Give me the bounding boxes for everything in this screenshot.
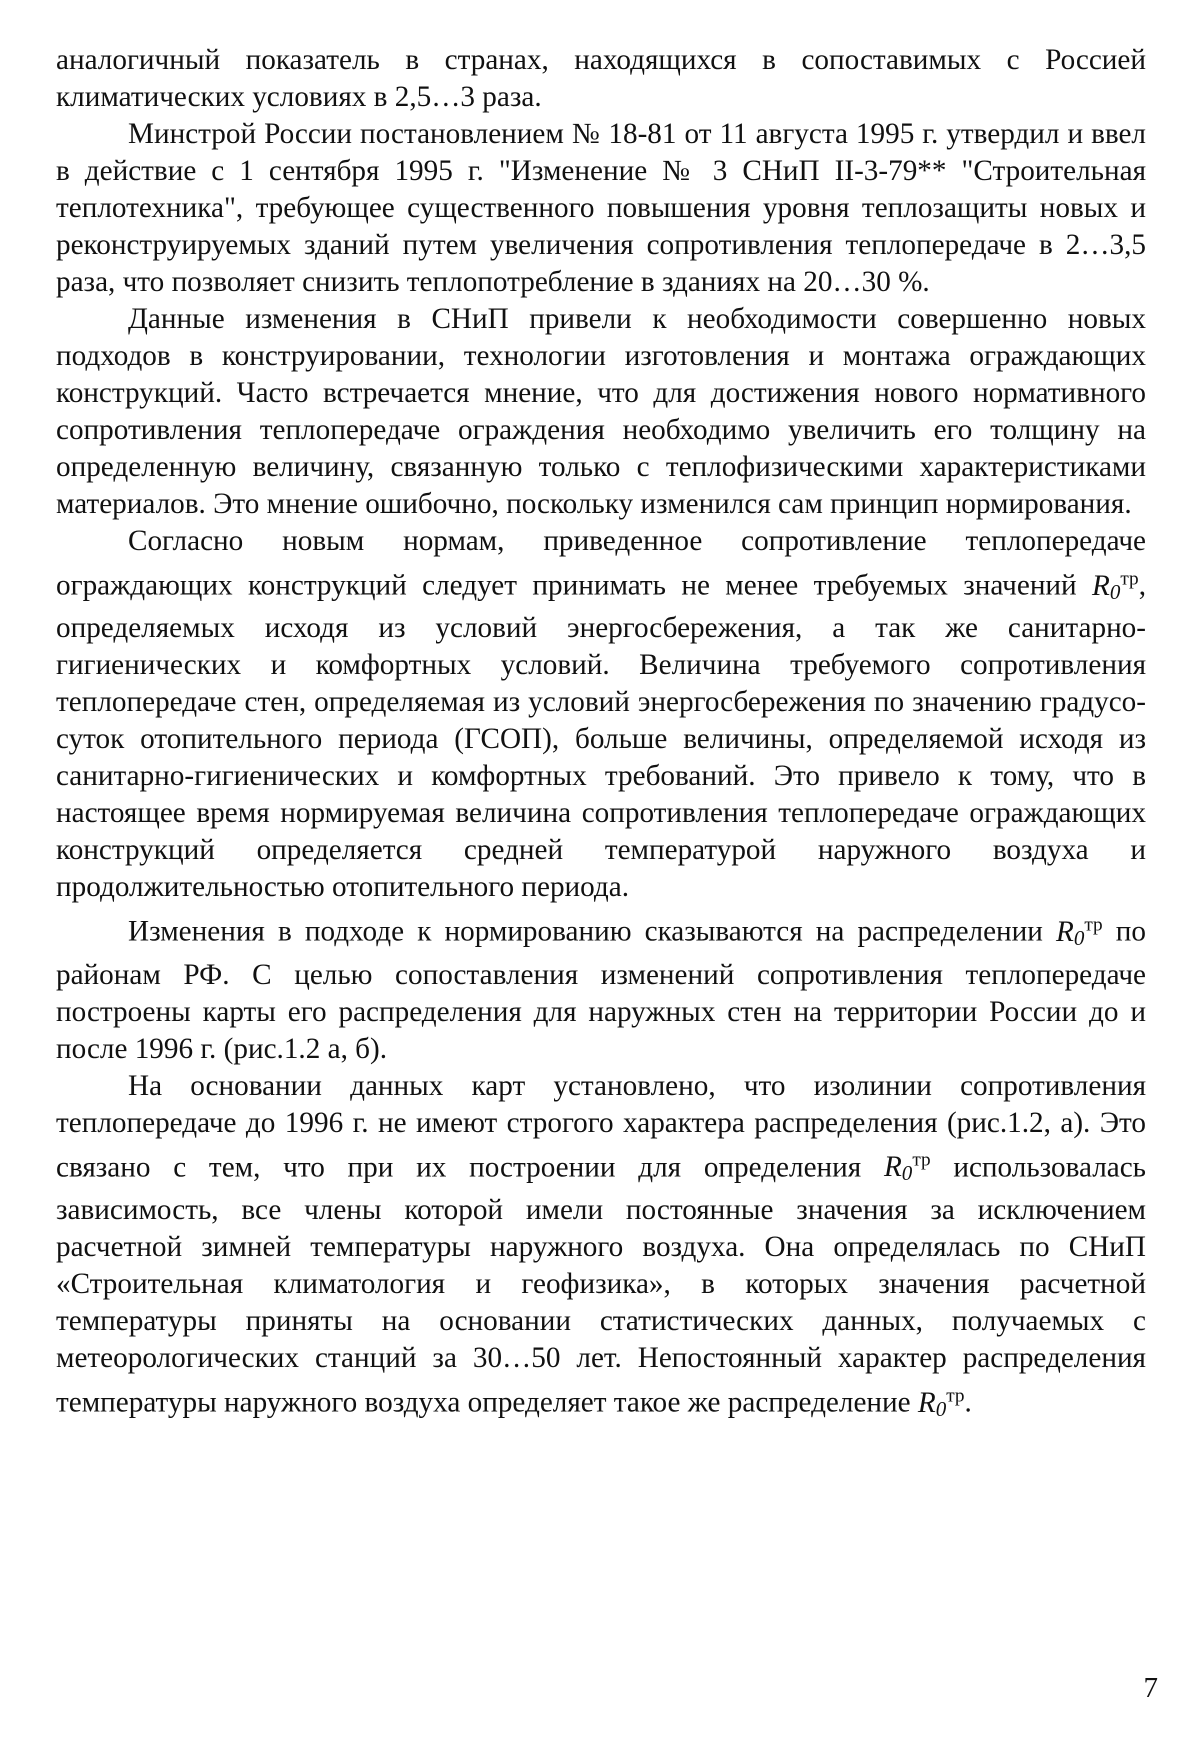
document-page: [56, 42, 1146, 1428]
paragraph-new-norms: [56, 523, 1146, 906]
r0-symbol: $R0^{тр}$: [1056, 914, 1103, 950]
r0-symbol: $R0^{тр}$: [917, 1385, 965, 1421]
paragraph-text: На основании данных карт установлено, что изолинии сопротивления теплопередаче до 1996 г. не имеют строгого характера распределения (рис.1.2, а). Это связано с тем, что при их построении для определения: [56, 1069, 1146, 1184]
paragraph-snip-changes: [56, 301, 1146, 523]
paragraph-text: .: [964, 1386, 972, 1419]
page-number: 7: [1143, 1672, 1158, 1704]
paragraph-isolines: [56, 1068, 1146, 1428]
r0-symbol: $R0^{тр}$: [1092, 568, 1139, 604]
paragraph-distribution-maps: [56, 906, 1146, 1067]
paragraph-minstroy-decree: [56, 116, 1146, 301]
paragraph-text: Согласно новым нормам, приведенное сопротивление теплопередаче ограждающих конструкций следует принимать не менее требуемых значений: [56, 525, 1146, 602]
r0-symbol: $R0^{тр}$: [883, 1149, 931, 1186]
paragraph-text: аналогичный показатель в странах, находящихся в сопоставимых с Россией климатических условиях в 2,5…3 раза.: [56, 44, 1146, 113]
paragraph-text: , определяемых исходя из условий энергосбережения, а так же санитарно-гигиенических и комфортных условий. Величина требуемого сопротивления теплопередаче стен, определяемая из условий энергосбережения по значению градусо-суток отопительного периода (ГСОП), больше величины, определяемой исходя из санитарно-гигиенических и комфортных требований. Это привело к тому, что в настоящее время нормируемая величина сопротивления теплопередаче ограждающих конструкций определяется средней температурой наружного воздуха и продолжительностью отопительного периода.: [56, 569, 1146, 904]
paragraph-text: Изменения в подходе к нормированию сказываются на распределении: [128, 915, 1057, 948]
paragraph-text: Минстрой России постановлением № 18-81 от 11 августа 1995 г. утвердил и ввел в действие с 1 сентября 1995 г. "Изменение № 3 СНиП II-3-79** "Строительная теплотехника", требующее существенного повышения уровня теплозащиты новых и реконструируемых зданий путем увеличения сопротивления теплопередаче в 2…3,5 раза, что позволяет снизить теплопотребление в зданиях на 20…30 %.: [56, 118, 1146, 298]
paragraph-continuation: [56, 42, 1146, 116]
paragraph-text: Данные изменения в СНиП привели к необходимости совершенно новых подходов в конструировании, технологии изготовления и монтажа ограждающих конструкций. Часто встречается мнение, что для достижения нового нормативного сопротивления теплопередаче ограждения необходимо увеличить его толщину на определенную величину, связанную только с теплофизическими характеристиками материалов. Это мнение ошибочно, поскольку изменился сам принцип нормирования.: [56, 303, 1146, 520]
paragraph-text: по районам РФ. С целью сопоставления изменений сопротивления теплопередаче построены карты его распределения для наружных стен на территории России до и после 1996 г. (рис.1.2 а, б).: [56, 915, 1146, 1065]
paragraph-text: использовалась зависимость, все члены которой имели постоянные значения за исключением расчетной зимней температуры наружного воздуха. Она определялась по СНиП «Строительная климатология и геофизика», в которых значения расчетной температуры приняты на основании статистических данных, получаемых с метеорологических станций за 30…50 лет. Непостоянный характер распределения температуры наружного воздуха определяет такое же распределение: [56, 1151, 1146, 1419]
